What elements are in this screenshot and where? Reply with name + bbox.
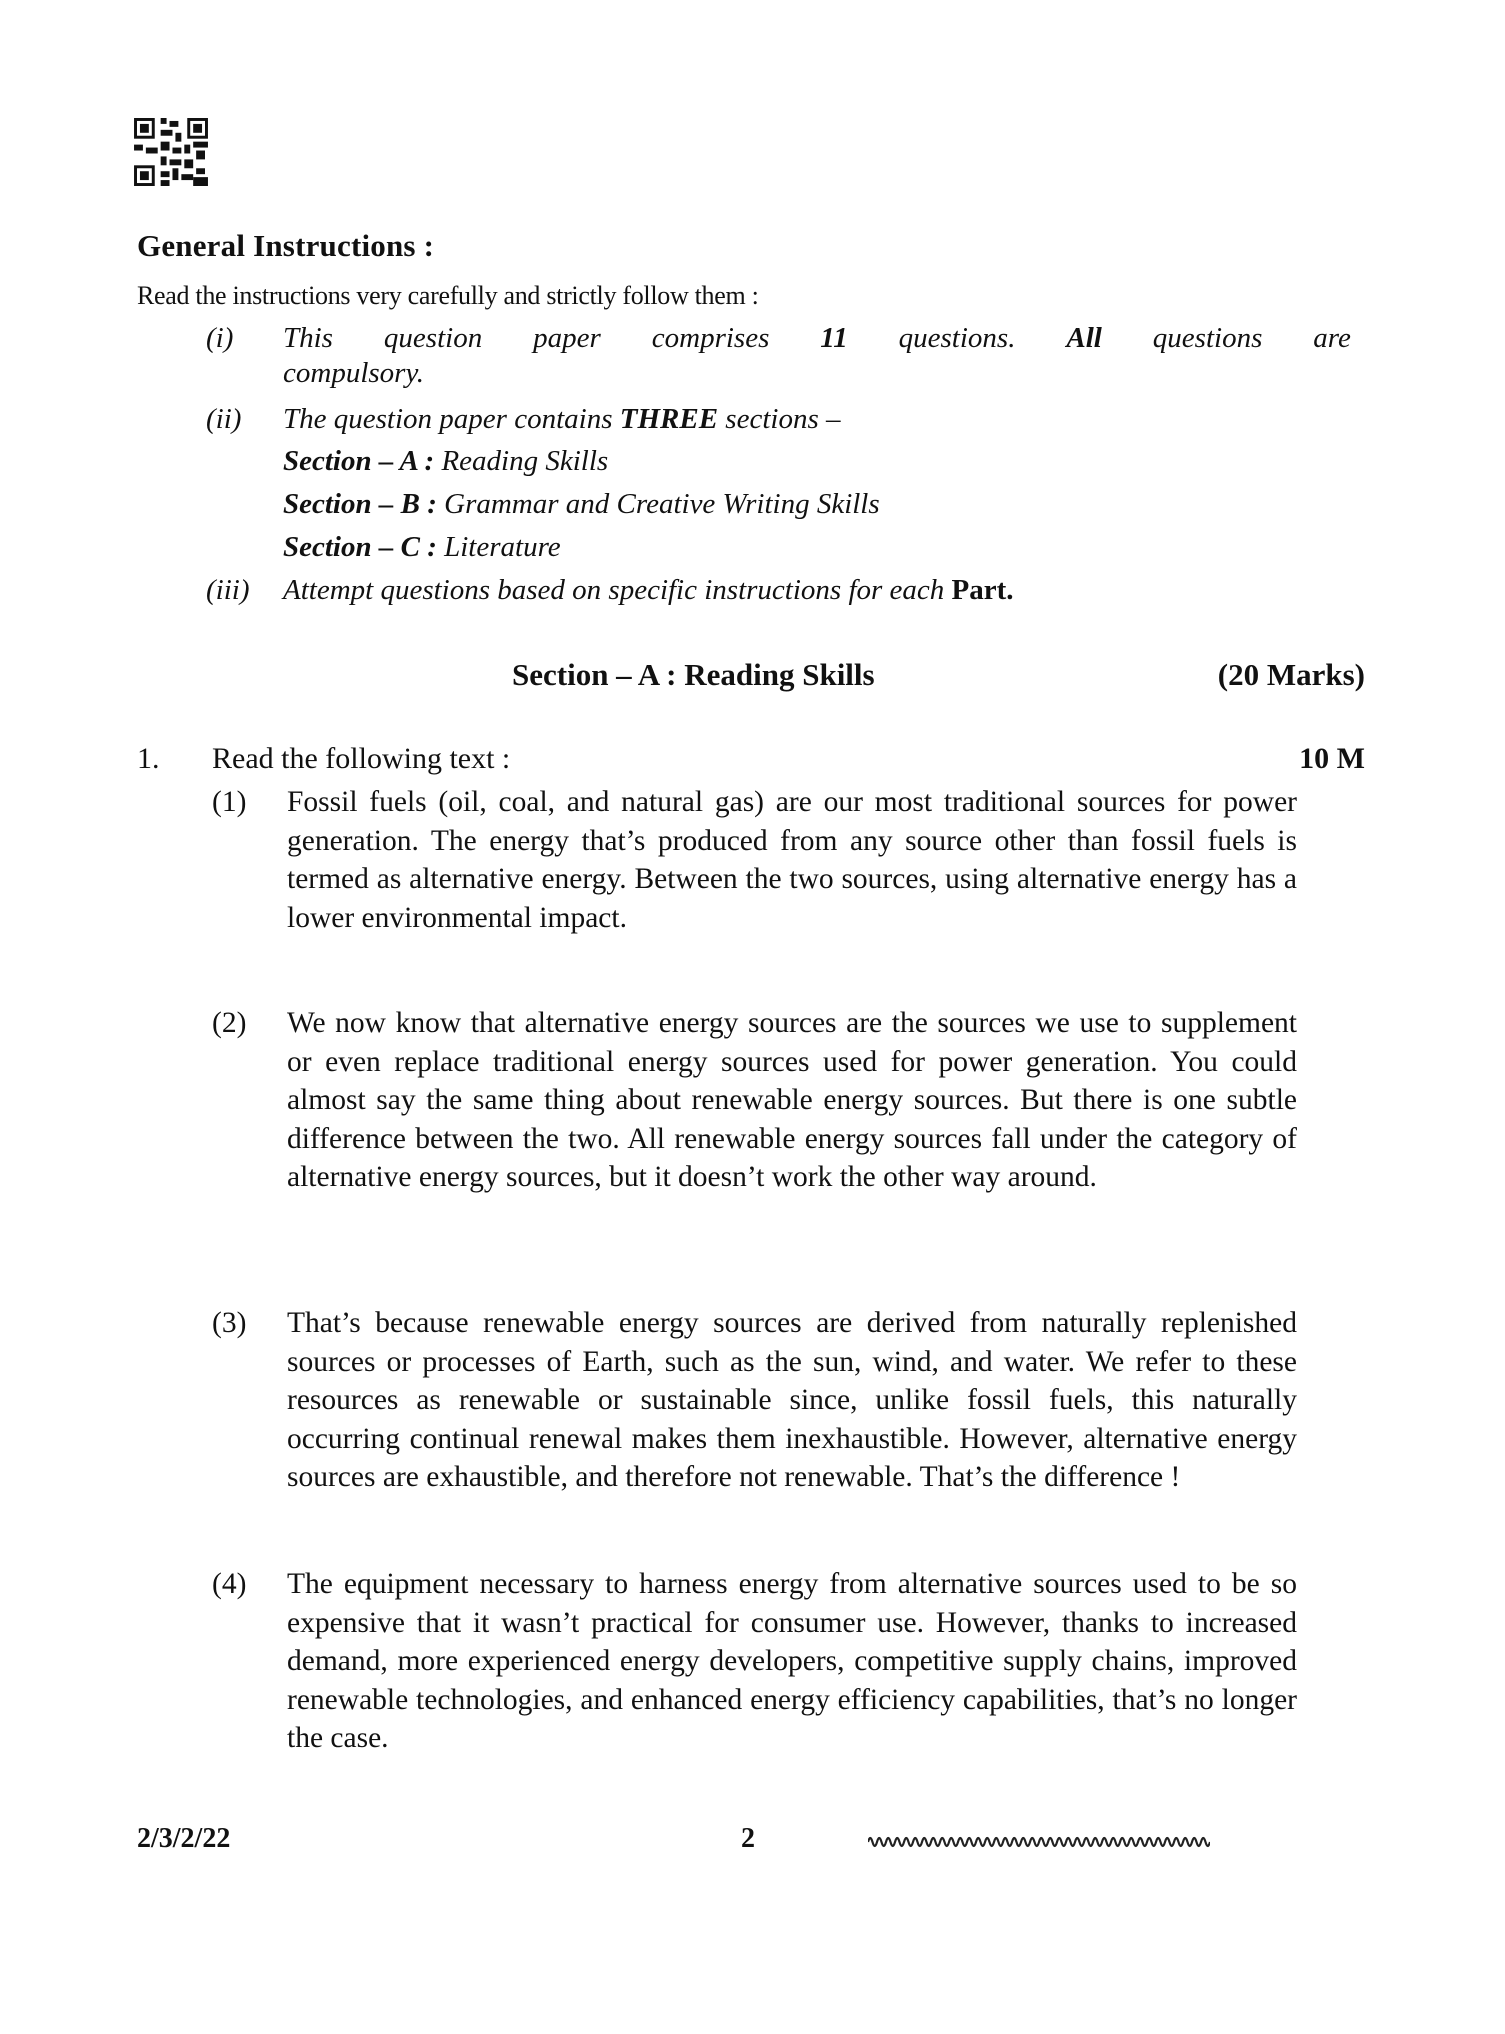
- paragraph-number: (1): [212, 786, 247, 818]
- question-text: Read the following text :: [212, 742, 511, 775]
- instruction-number: (iii): [206, 574, 250, 606]
- section-label: Section – C :: [283, 531, 437, 563]
- section-label: Section – A :: [283, 445, 435, 477]
- wavy-line-decoration: [868, 1832, 1210, 1852]
- instruction-item-2: [206, 403, 1306, 443]
- instruction-text: Attempt questions based on specific instructions for each Part.: [283, 574, 1014, 606]
- paragraph-text: Fossil fuels (oil, coal, and natural gas) are our most traditional sources for power generation. The energy that’s produced from any source other than fossil fuels is termed as alternative energy. Between the two sources, using alternative energy has a lower environmental impact.: [287, 786, 1297, 934]
- instruction-text-line-2: compulsory.: [283, 357, 424, 389]
- paragraph-text: That’s because renewable energy sources are derived from naturally replenished sources or processes of Earth, such as the sun, wind, and water. We refer to these resources as renewable or sustainable since, unlike fossil fuels, this naturally occurring continual renewal makes them inexhaustible. However, alternative energy sources are exhaustible, and therefore not renewable. That’s the difference !: [287, 1307, 1297, 1493]
- general-instructions-lead: Read the instructions very carefully and strictly follow them :: [137, 281, 759, 310]
- section-b-line: [283, 488, 880, 521]
- paragraph-number: (2): [212, 1007, 247, 1039]
- instruction-item-3: [206, 574, 1306, 614]
- section-name: Reading Skills: [441, 445, 609, 477]
- paragraph-text: The equipment necessary to harness energy from alternative sources used to be so expensive that it wasn’t practical for consumer use. However, thanks to increased demand, more experienced energy developers, competitive supply chains, improved renewable technologies, and enhanced energy efficiency capabilities, that’s no longer the case.: [287, 1568, 1297, 1754]
- section-name: Literature: [444, 531, 561, 563]
- section-a-marks: (20 Marks): [1217, 657, 1365, 692]
- instruction-text-line-1: This question paper comprises 11 questions. All questions are: [283, 322, 1351, 354]
- general-instructions-title: General Instructions :: [137, 228, 435, 263]
- page-number: 2: [741, 1823, 755, 1854]
- section-name: Grammar and Creative Writing Skills: [444, 488, 880, 520]
- section-a-line: [283, 445, 608, 478]
- instruction-number: (ii): [206, 403, 242, 435]
- instruction-item-1: [206, 322, 1351, 402]
- instruction-number: (i): [206, 322, 234, 354]
- instruction-text: The question paper contains THREE sections –: [283, 403, 841, 435]
- section-c-line: [283, 531, 561, 564]
- paper-code: 2/3/2/22: [137, 1823, 231, 1854]
- question-marks: 10 M: [1299, 742, 1365, 775]
- paragraph-number: (4): [212, 1568, 247, 1600]
- paragraph-number: (3): [212, 1307, 247, 1339]
- qr-code-icon: [134, 118, 208, 186]
- section-label: Section – B :: [283, 488, 437, 520]
- paragraph-text: We now know that alternative energy sources are the sources we use to supplement or even replace traditional energy sources used for power generation. You could almost say the same thing about renewable energy sources. But there is one subtle difference between the two. All renewable energy sources fall under the category of alternative energy sources, but it doesn’t work the other way around.: [287, 1007, 1297, 1193]
- section-a-heading: Section – A : Reading Skills: [512, 657, 875, 692]
- question-number: 1.: [137, 742, 160, 775]
